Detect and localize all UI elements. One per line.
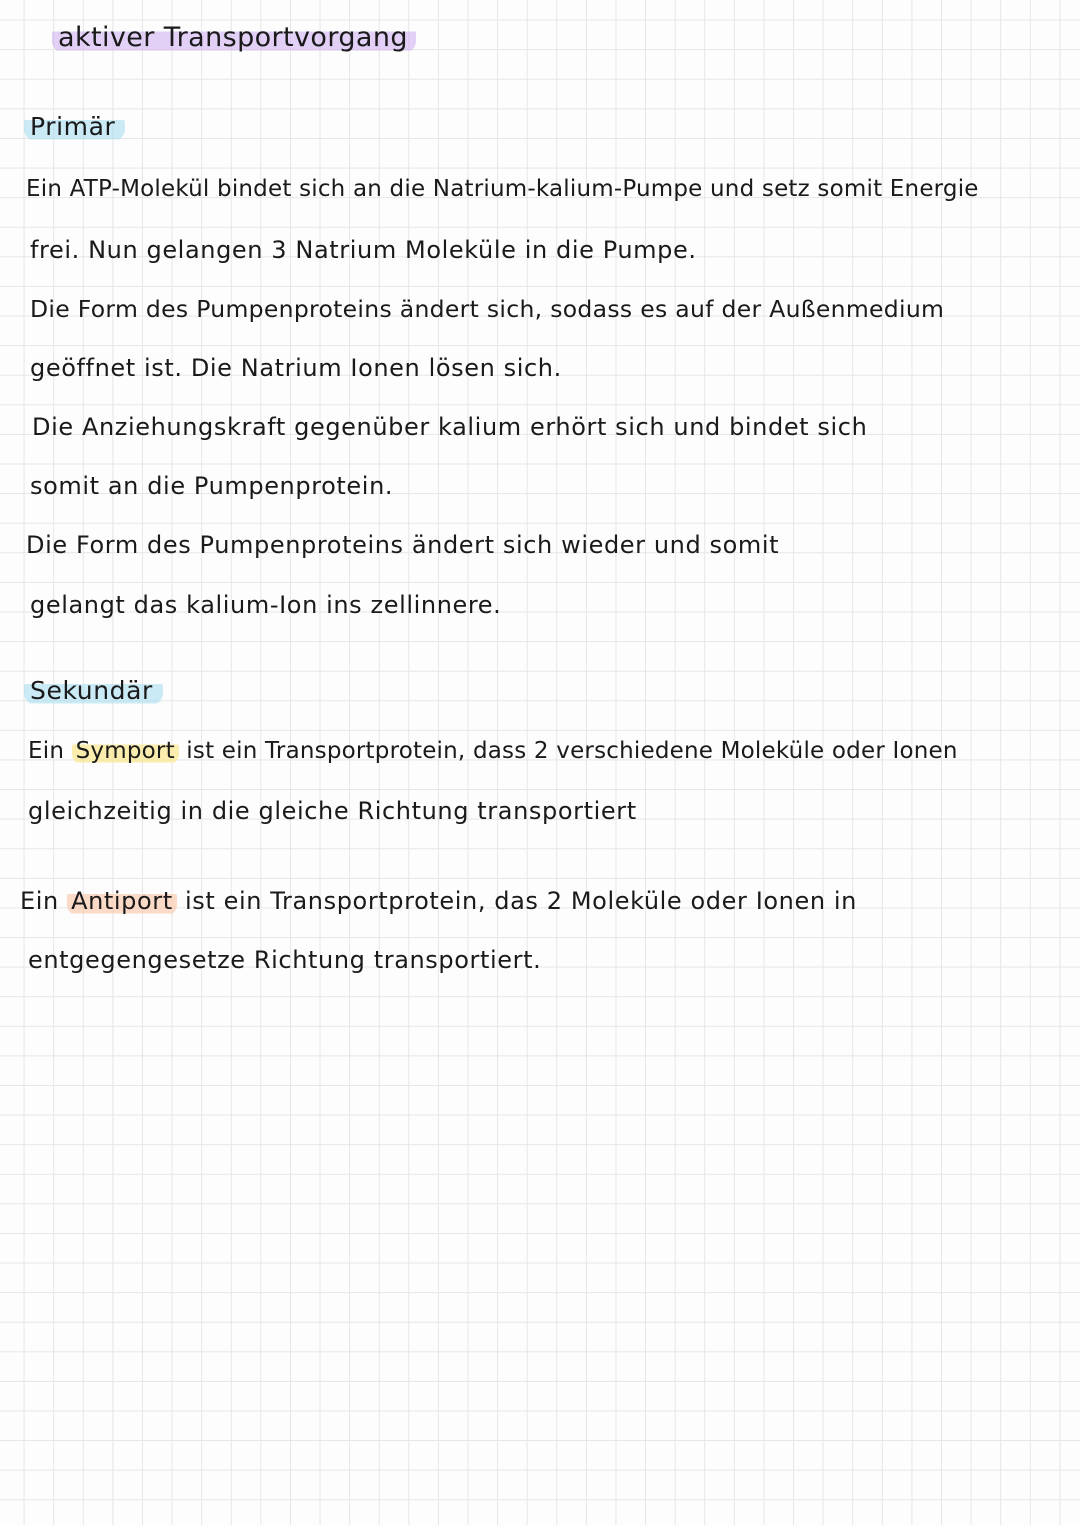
- page-title-text: aktiver Transportvorgang: [52, 22, 416, 53]
- antiport-post: ist ein Transportprotein, das 2 Moleküle oder Ionen in: [176, 887, 857, 915]
- section-heading-sekundaer-text: Sekundär: [24, 676, 163, 705]
- primaer-line-3: Die Form des Pumpenproteins ändert sich, sodass es auf der Außenmedium: [30, 295, 945, 323]
- symport-post: ist ein Transportprotein, dass 2 verschiedene Moleküle oder Ionen: [178, 738, 958, 764]
- section-heading-primaer: [24, 112, 125, 141]
- primaer-line-7: Die Form des Pumpenproteins ändert sich wieder und somit: [26, 531, 780, 559]
- primaer-line-5: Die Anziehungskraft gegenüber kalium erhört sich und bindet sich: [32, 413, 868, 441]
- primaer-line-6: somit an die Pumpenprotein.: [30, 472, 394, 500]
- antiport-line-1: [20, 887, 857, 915]
- page-title: [52, 22, 416, 53]
- primaer-line-4: geöffnet ist. Die Natrium Ionen lösen sich.: [30, 354, 562, 382]
- primaer-line-2: frei. Nun gelangen 3 Natrium Moleküle in die Pumpe.: [30, 236, 697, 264]
- antiport-term: Antiport: [67, 887, 177, 915]
- symport-pre: Ein: [28, 738, 72, 764]
- section-heading-sekundaer: [24, 676, 163, 705]
- symport-term: Symport: [72, 738, 179, 764]
- antiport-line-2: entgegengesetze Richtung transportiert.: [28, 946, 542, 974]
- symport-line-1: [28, 738, 958, 764]
- primaer-line-1: Ein ATP-Molekül bindet sich an die Natrium-kalium-Pumpe und setz somit Energie: [26, 176, 979, 202]
- section-heading-primaer-text: Primär: [24, 112, 125, 141]
- symport-line-2: gleichzeitig in die gleiche Richtung transportiert: [28, 797, 637, 825]
- antiport-pre: Ein: [20, 887, 68, 915]
- primaer-line-8: gelangt das kalium-Ion ins zellinnere.: [30, 591, 502, 619]
